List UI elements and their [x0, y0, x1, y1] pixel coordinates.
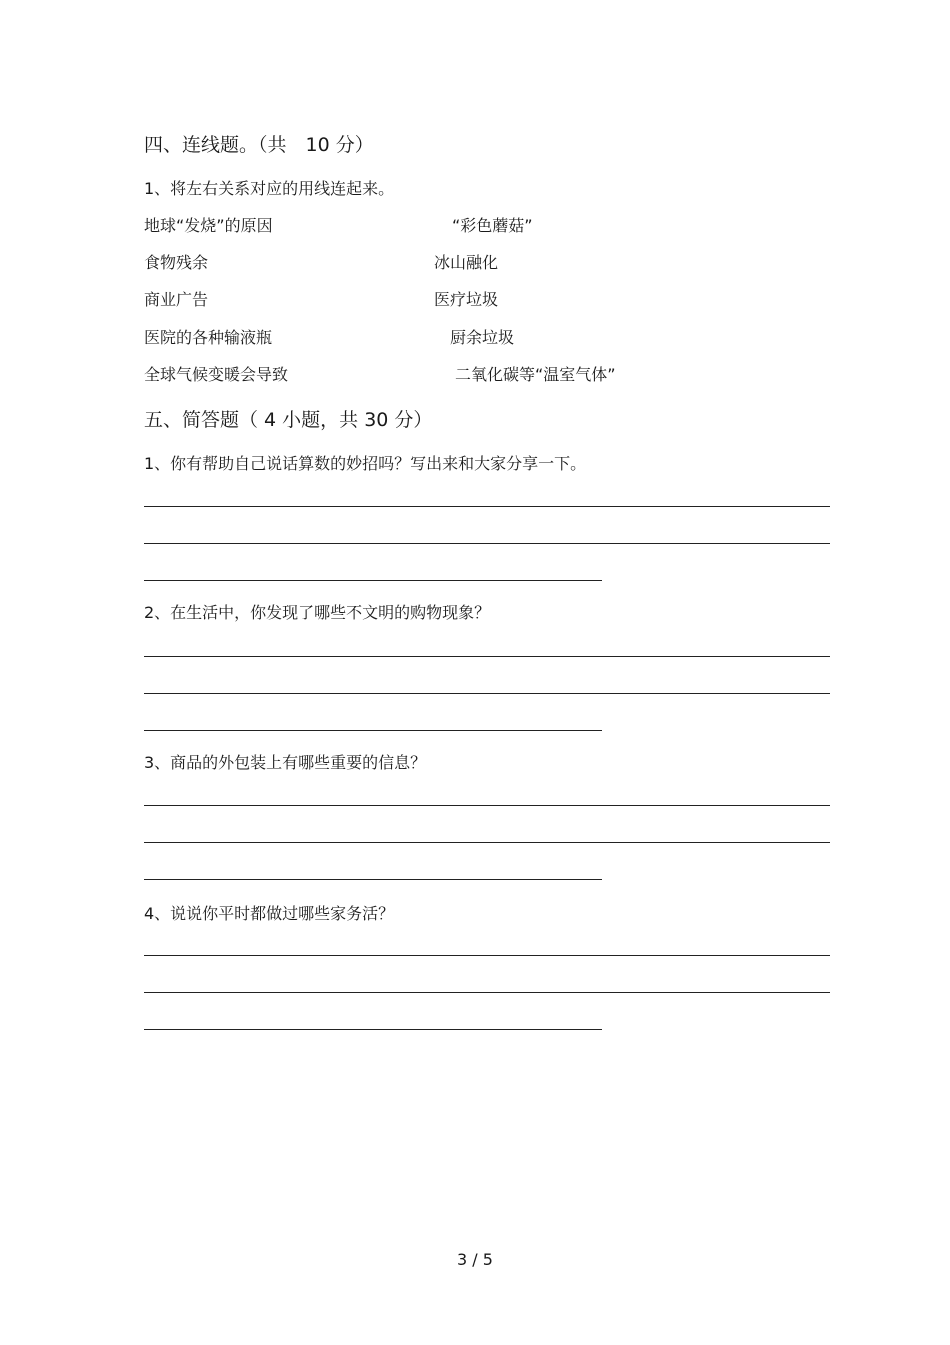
- answer-line: [144, 992, 830, 993]
- answer-line: [144, 506, 830, 507]
- matching-instruction: 1、将左右关系对应的用线连起来。: [144, 179, 395, 198]
- question-3: 3、商品的外包装上有哪些重要的信息？: [144, 753, 427, 772]
- match-left-item: 商业广告: [144, 290, 209, 309]
- answer-line: [144, 879, 602, 880]
- answer-line: [144, 1029, 602, 1030]
- answer-line: [144, 730, 602, 731]
- match-left-item: 地球“发烧”的原因: [144, 216, 273, 235]
- section5-heading: 五、简答题（ 4 小题，共 30 分）: [144, 409, 433, 431]
- match-right-item: 二氧化碳等“温室气体”: [455, 365, 616, 384]
- answer-line: [144, 580, 602, 581]
- match-right-item: 冰山融化: [434, 253, 499, 272]
- match-right-item: 医疗垃圾: [434, 290, 499, 309]
- answer-line: [144, 805, 830, 806]
- answer-line: [144, 842, 830, 843]
- question-1: 1、你有帮助自己说话算数的妙招吗？写出来和大家分享一下。: [144, 454, 587, 473]
- section4-heading: 四、连线题。（共 10 分）: [144, 134, 374, 156]
- question-4: 4、说说你平时都做过哪些家务活？: [144, 904, 395, 923]
- question-2: 2、在生活中，你发现了哪些不文明的购物现象？: [144, 603, 491, 622]
- page-number: 3 / 5: [457, 1250, 493, 1269]
- match-right-item: “彩色蘑菇”: [452, 216, 533, 235]
- answer-line: [144, 693, 830, 694]
- answer-line: [144, 543, 830, 544]
- match-left-item: 医院的各种输液瓶: [144, 328, 273, 347]
- answer-line: [144, 955, 830, 956]
- match-right-item: 厨余垃圾: [450, 328, 515, 347]
- match-left-item: 全球气候变暖会导致: [144, 365, 289, 384]
- match-left-item: 食物残余: [144, 253, 209, 272]
- answer-line: [144, 656, 830, 657]
